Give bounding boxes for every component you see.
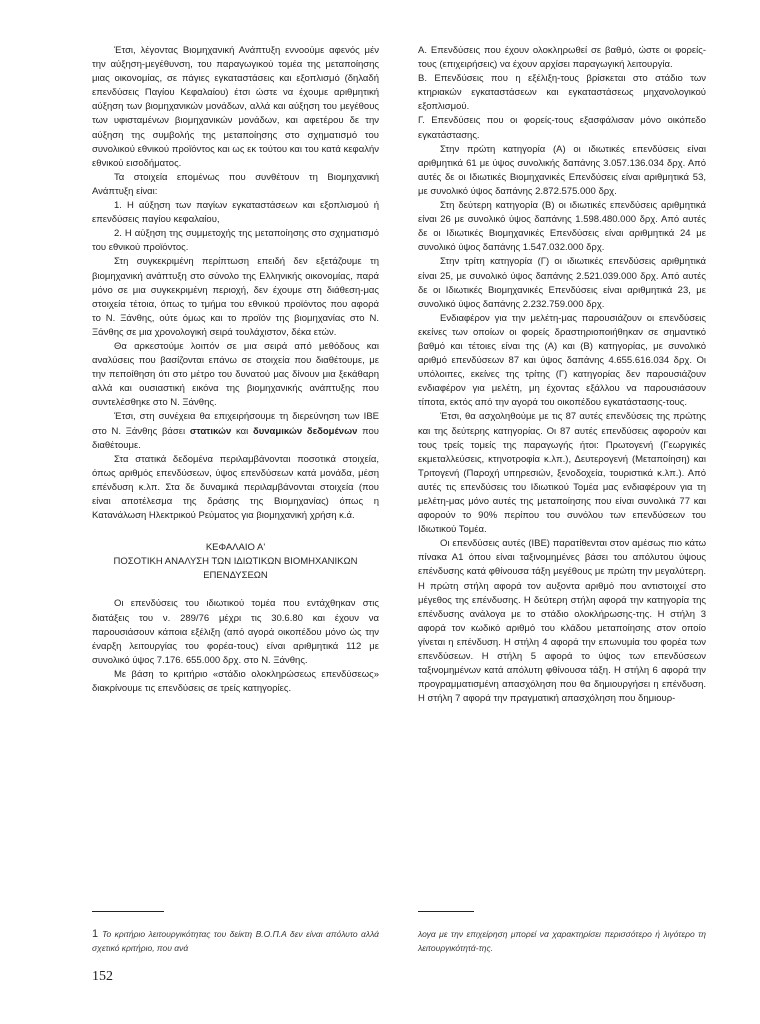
paragraph: Έτσι, λέγοντας Βιομηχανική Ανάπτυξη εννοούμε αφενός μέν την αύξηση-μεγέθυνση, του παραγωγικού τομέα της μεταποίησης μιας οικονομίας, σε πάγιες εγκαταστάσεις και εξοπλισμό (δηλαδή επενδύσεις Παγίου Κεφαλαίου) έτσι ώστε να έχουμε αριθμητική αύξηση των βιομηχανικών μονάδων, αλλά και αύξηση του μεγέθους των υφισταμένων βιομηχανικών μονάδων, και αφετέρου δε την αύξηση της συμβολής της μεταποίησης στο σχηματισμό του συνολικού εθνικού προϊόντος και ως εκ τούτου και του κατά κεφαλήν εθνικού εισοδήματος. [92, 45, 379, 169]
paragraph: Θα αρκεστούμε λοιπόν σε μια σειρά από μεθόδους και αναλύσεις που βασίζονται επάνω σε στοιχεία που διαθέτουμε, με την πεποίθηση ότι στο μέτρο του δυνατού μας δίνουν μια ξεκάθαρη αλλά και ουσιαστική εικόνα της βιομηχανικής ανάπτυξης που συντελέσθηκε στο Ν. Ξάνθης. [92, 340, 379, 409]
paragraph: Στα στατικά δεδομένα περιλαμβάνονται ποσοτικά στοιχεία, όπως αριθμός επενδύσεων, ύψος επενδύσεων κατά μονάδα, μέση επένδυση κ.λπ. Στα δε δυναμικά περιλαμβάνονται στοιχεία (που είναι αποτέλεσμα της δράσης της Βιομηχανίας) όπως η Κατανάλωση Ηλεκτρικού Ρεύματος για βιομηχανική χρήση κ.ά. [92, 453, 379, 522]
footnote-left [92, 927, 379, 955]
footnote-rule-left [92, 911, 164, 912]
category-a: Α. Επενδύσεις που έχουν ολοκληρωθεί σε βαθμό, ώστε οι φορείς-τους (επιχειρήσεις) να έχουν αρχίσει παραγωγική λειτουργία. [418, 45, 706, 71]
paragraph: Οι επενδύσεις αυτές (ΙΒΕ) παρατίθενται στον αμέσως πιο κάτω πίνακα Α1 όπου είναι ταξινομημένες βάσει του απόλυτου ύψους επένδυσης κατά φθίνουσα τάξη μεγέθους με πρώτη την μεγαλύτερη. Η πρώτη στήλη αφορά τον αυξοντα αριθμό που αντιστοιχεί στο μέγεθος της επένδυσης. Η δεύτερη στήλη αφορά την κατηγορία της επένδυσης ανάλογα με το στάδιο ολοκλήρωσης-της. Η στήλη 3 αφορά τον κωδικό αριθμό του κλάδου μεταποίησης στον οποίο γίνεται η επένδυση. Η στήλη 4 αφορά την επωνυμία του φορέα των επενδύσεων. Η στήλη 5 αφορά το ύψος των επενδύσεων ταξινομημένων κατά απόλυτη φθίνουσα τάξη. Η στήλη 6 αφορά την προγραμματισμένη απασχόληση που θα δημιουργήσει η επένδυση. Η στήλη 7 αφορά την πραγματική απασχόληση που δημιουρ- [418, 538, 706, 705]
paragraph: Ενδιαφέρον για την μελέτη-μας παρουσιάζουν οι επενδύσεις εκείνες των οποίων οι φορείς δραστηριοποιήθηκαν σε σημαντικό βαθμό και τέτοιες είναι της (Α) και (Β) κατηγορίας, με συνολικό αριθμό επενδύσεων 87 και ύψος δαπάνης 4.655.616.034 δρχ. Οι υπόλοιπες, εκείνες της τρίτης (Γ) κατηγορίας δεν παρουσιάζουν ενδιαφέρον για μελέτη, μη έχοντας εξάλλου να παρουσιάσουν τίποτα, εκτός από την αγορά του οικοπέδου εγκατάστασης-τους. [418, 312, 706, 409]
footnote-marker: 1 [92, 928, 99, 940]
chapter-heading: ΚΕΦΑΛΑΙΟ Α' [205, 542, 266, 554]
paragraph: Έτσι, θα ασχοληθούμε με τις 87 αυτές επενδύσεις της πρώτης και της δεύτερης κατηγορίας. Οι 87 αυτές επενδύσεις αφορούν και τους τρείς τομείς της παραγωγής ήτοι: Πρωτογενή (Γεωργικές εκμεταλλεύσεις, κτηνοτροφία κ.λπ.), Δευτερογενή (Μεταποίηση) και Τριτογενή (Παροχή υπηρεσιών, ξενοδοχεία, τουριστικά κ.λπ.). Από αυτές τις επενδύσεις του Ιδιωτικού Τομέα μας ενδιαφέρουν για τη μελέτη-μας μόνο αυτές της μεταποίησης που είναι συνολικά 77 και αφορούν το 90% περίπου του συνόλου των επενδύσεων του Ιδιωτικού Τομέα. [418, 411, 706, 536]
category-b: Β. Επενδύσεις που η εξέλιξη-τους βρίσκεται στο στάδιο των κτηριακών εγκαταστάσεων και εγκαταστάσεως μηχανολογικού εξοπλισμού. [418, 73, 706, 113]
bold-term-static: στατικών [189, 425, 232, 437]
paragraph: Με βάση το κριτήριο «στάδιο ολοκληρώσεως επενδύσεως» διακρίνουμε τις επενδύσεις σε τρείς κατηγορίες. [92, 668, 379, 695]
category-g: Γ. Επενδύσεις που οι φορείς-τους εξασφάλισαν μόνο οικόπεδο εγκατάστασης. [418, 115, 706, 141]
left-column [92, 44, 379, 696]
paragraph: Στη δεύτερη κατηγορία (Β) οι ιδιωτικές επενδύσεις αριθμητικά είναι 26 με συνολικό ύψος δαπάνης 1.598.480.000 δρχ. Από αυτές δε οι Ιδιωτικές Βιομηχανικές Επενδύσεις είναι αριθμητικά 24 με συνολικό ύψος δαπάνης 1.547.032.000 δρχ. [418, 200, 706, 254]
list-item: 2. Η αύξηση της συμμετοχής της μεταποίησης στο σχηματισμό του εθνικού προϊόντος. [92, 228, 379, 254]
paragraph-with-bold [92, 410, 379, 452]
paragraph: Οι επενδύσεις του ιδιωτικού τομέα που εντάχθηκαν στις διατάξεις του ν. 289/76 μέχρι τις 30.6.80 και έχουν να παρουσιάσουν κάποια εξέλιξη (από αγορά οικοπέδου μόνο ώς την έναρξη λειτουργίας του φορέα-τους) είναι αριθμητικά 112 με συνολικό ύψος 7.176. 655.000 δρχ. στο Ν. Ξάνθης. [92, 598, 379, 666]
text-run: και [231, 425, 253, 437]
text-run: που διαθέτουμε. [92, 425, 379, 451]
footnote-rule-right [418, 911, 474, 912]
page-number: 152 [92, 969, 113, 984]
text-run: Έτσι, στη συνέχεια θα επιχειρήσουμε τη διερεύνηση των ΙΒΕ στο Ν. Ξάνθης βάσει [92, 411, 379, 437]
footnote-right: λογα με την επιχείρηση μπορεί να χαρακτηρίσει περισσότερο ή λιγότερο τη λειτουργικότητά-της. [418, 929, 706, 953]
right-column [418, 44, 706, 706]
paragraph: Στην πρώτη κατηγορία (Α) οι ιδιωτικές επενδύσεις είναι αριθμητικά 61 με ύψος συνολικής δαπάνης 3.057.136.034 δρχ. Από αυτές δε οι Ιδιωτικές Βιομηχανικές Επενδύσεις είναι αριθμητικά 53, με συνολικό ύψος δαπάνης 2.872.575.000 δρχ. [418, 143, 706, 197]
paragraph: Στη συγκεκριμένη περίπτωση επειδή δεν εξετάζουμε τη βιομηχανική ανάπτυξη στο σύνολο της Ελληνικής οικονομίας, παρά μόνο σε μια συγκεκριμένη περιοχή, δεν έχουμε στη διάθεση-μας στοιχεία τέτοια, όπως το τμήμα του εθνικού προϊόντος που αφορά το Ν. Ξάνθης, ούτε όμως και το προϊόν της βιομηχανίας στο Ν. Ξάνθης σε μια χρονολογική σειρά τουλάχιστον, δέκα ετών. [92, 256, 379, 338]
paragraph: Στην τρίτη κατηγορία (Γ) οι ιδιωτικές επενδύσεις αριθμητικά είναι 25, με συνολικό ύψος δαπάνης 2.521.039.000 δρχ. Από αυτές δε οι Ιδιωτικές Βιομηχανικές Επενδύσεις είναι αριθμητικά 23, με συνολικό ύψος δαπάνης 2.232.759.000 δρχ. [418, 256, 706, 310]
list-item: 1. Η αύξηση των παγίων εγκαταστάσεων και εξοπλισμού ή επενδύσεις παγίου κεφαλαίου, [92, 200, 379, 226]
paragraph: Τα στοιχεία επομένως που συνθέτουν τη Βιομηχανική Ανάπτυξη είναι: [92, 171, 379, 197]
chapter-title: ΠΟΣΟΤΙΚΗ ΑΝΑΛΥΣΗ ΤΩΝ ΙΔΙΩΤΙΚΩΝ ΒΙΟΜΗΧΑΝΙΚΩΝ ΕΠΕΝΔΥΣΕΩΝ [113, 556, 358, 582]
footnote-text: Το κριτήριο λειτουργικότητας του δείκτη Β.Ο.Π.Α δεν είναι απόλυτο αλλά σχετικό κριτήριο, που ανά [92, 929, 379, 953]
bold-term-dynamic: δυναμικών δεδομένων [252, 425, 358, 437]
